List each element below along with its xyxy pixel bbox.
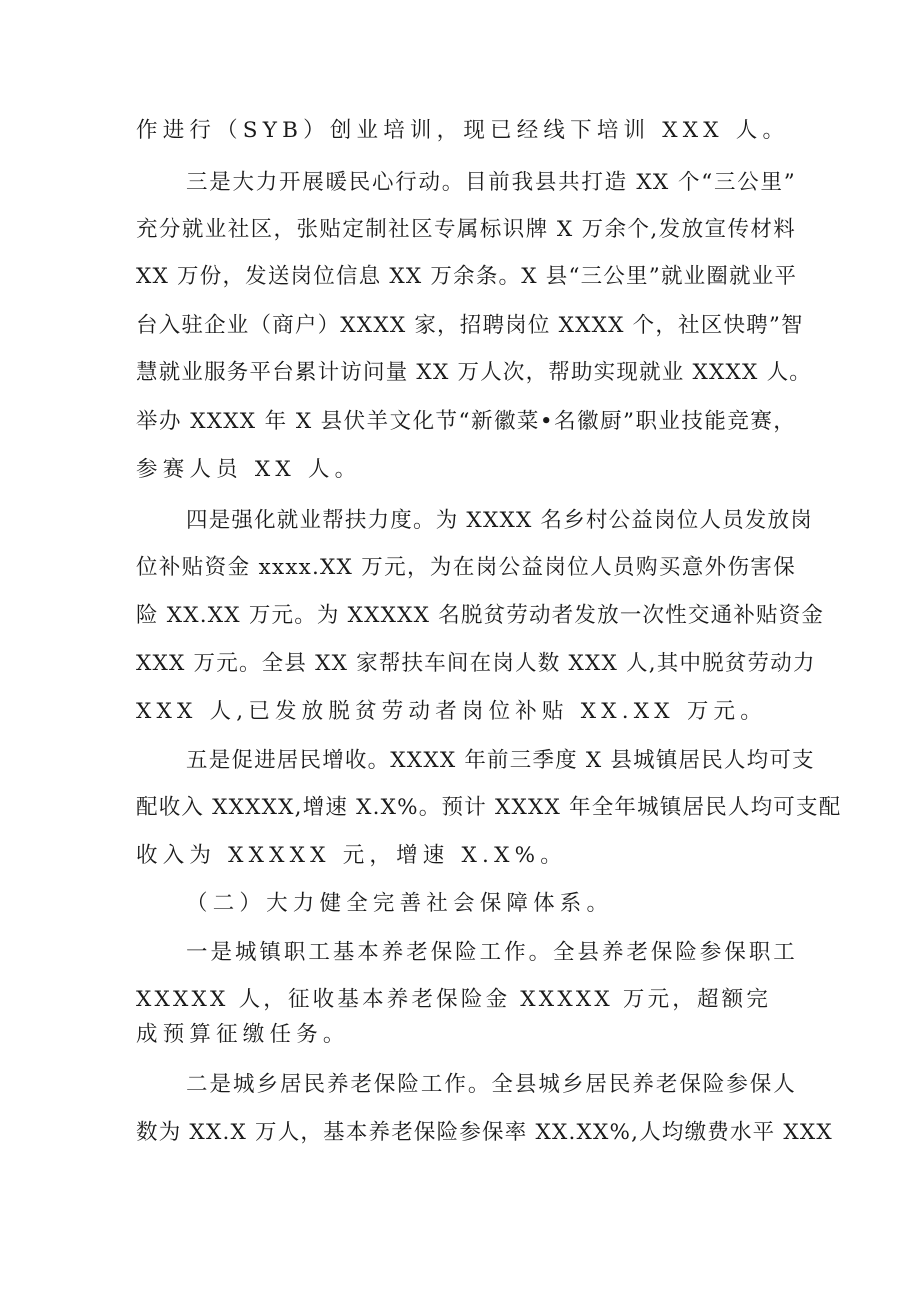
- text-line: 充分就业社区，张贴定制社区专属标识牌 X 万余个,发放宣传材料: [136, 217, 796, 242]
- text-line: 数为 XX.X 万人，基本养老保险参保率 XX.XX%,人均缴费水平 XXX: [136, 1120, 833, 1145]
- text-line: 险 XX.XX 万元。为 XXXXX 名脱贫劳动者发放一次性交通补贴资金: [136, 603, 825, 628]
- text-line: 慧就业服务平台累计访问量 XX 万人次，帮助实现就业 XXXX 人。: [136, 360, 812, 385]
- text-line: XXX 人,已发放脱贫劳动者岗位补贴 XX.XX 万元。: [136, 699, 767, 724]
- text-line: XX 万份，发送岗位信息 XX 万余条。X 县“三公里”就业圈就业平: [136, 264, 798, 289]
- text-line: 位补贴资金 xxxx.XX 万元，为在岗公益岗位人员购买意外伤害保: [136, 555, 796, 580]
- text-line: 四是强化就业帮扶力度。为 XXXX 名乡村公益岗位人员发放岗: [186, 508, 813, 533]
- text-line: 二是城乡居民养老保险工作。全县城乡居民养老保险参保人: [186, 1072, 796, 1097]
- text-line: 台入驻企业（商户）XXXX 家，招聘岗位 XXXX 个，社区快聘”智: [136, 313, 804, 338]
- text-line: 作进行（SYB）创业培训，现已经线下培训 XXX 人。: [136, 118, 790, 143]
- text-line: 收入为 XXXXX 元，增速 X.X%。: [136, 843, 567, 868]
- text-line: 举办 XXXX 年 X 县伏羊文化节“新徽菜•名徽厨”职业技能竞赛，: [136, 409, 796, 434]
- section-heading: （二）大力健全完善社会保障体系。: [186, 891, 614, 916]
- text-line: 参赛人员 XX 人。: [136, 457, 362, 482]
- text-line: 五是促进居民增收。XXXX 年前三季度 X 县城镇居民人均可支: [186, 748, 815, 773]
- text-line: 一是城镇职工基本养老保险工作。全县养老保险参保职工: [186, 940, 796, 965]
- text-line: 成预算征缴任务。: [136, 1022, 350, 1047]
- text-line: XXX 万元。全县 XX 家帮扶车间在岗人数 XXX 人,其中脱贫劳动力: [136, 651, 816, 676]
- text-line: 三是大力开展暖民心行动。目前我县共打造 XX 个“三公里”: [186, 170, 796, 195]
- text-line: 配收入 XXXXX,增速 X.X%。预计 XXXX 年全年城镇居民人均可支配: [136, 795, 842, 820]
- text-line: XXXXX 人，征收基本养老保险金 XXXXX 万元，超额完: [136, 987, 772, 1012]
